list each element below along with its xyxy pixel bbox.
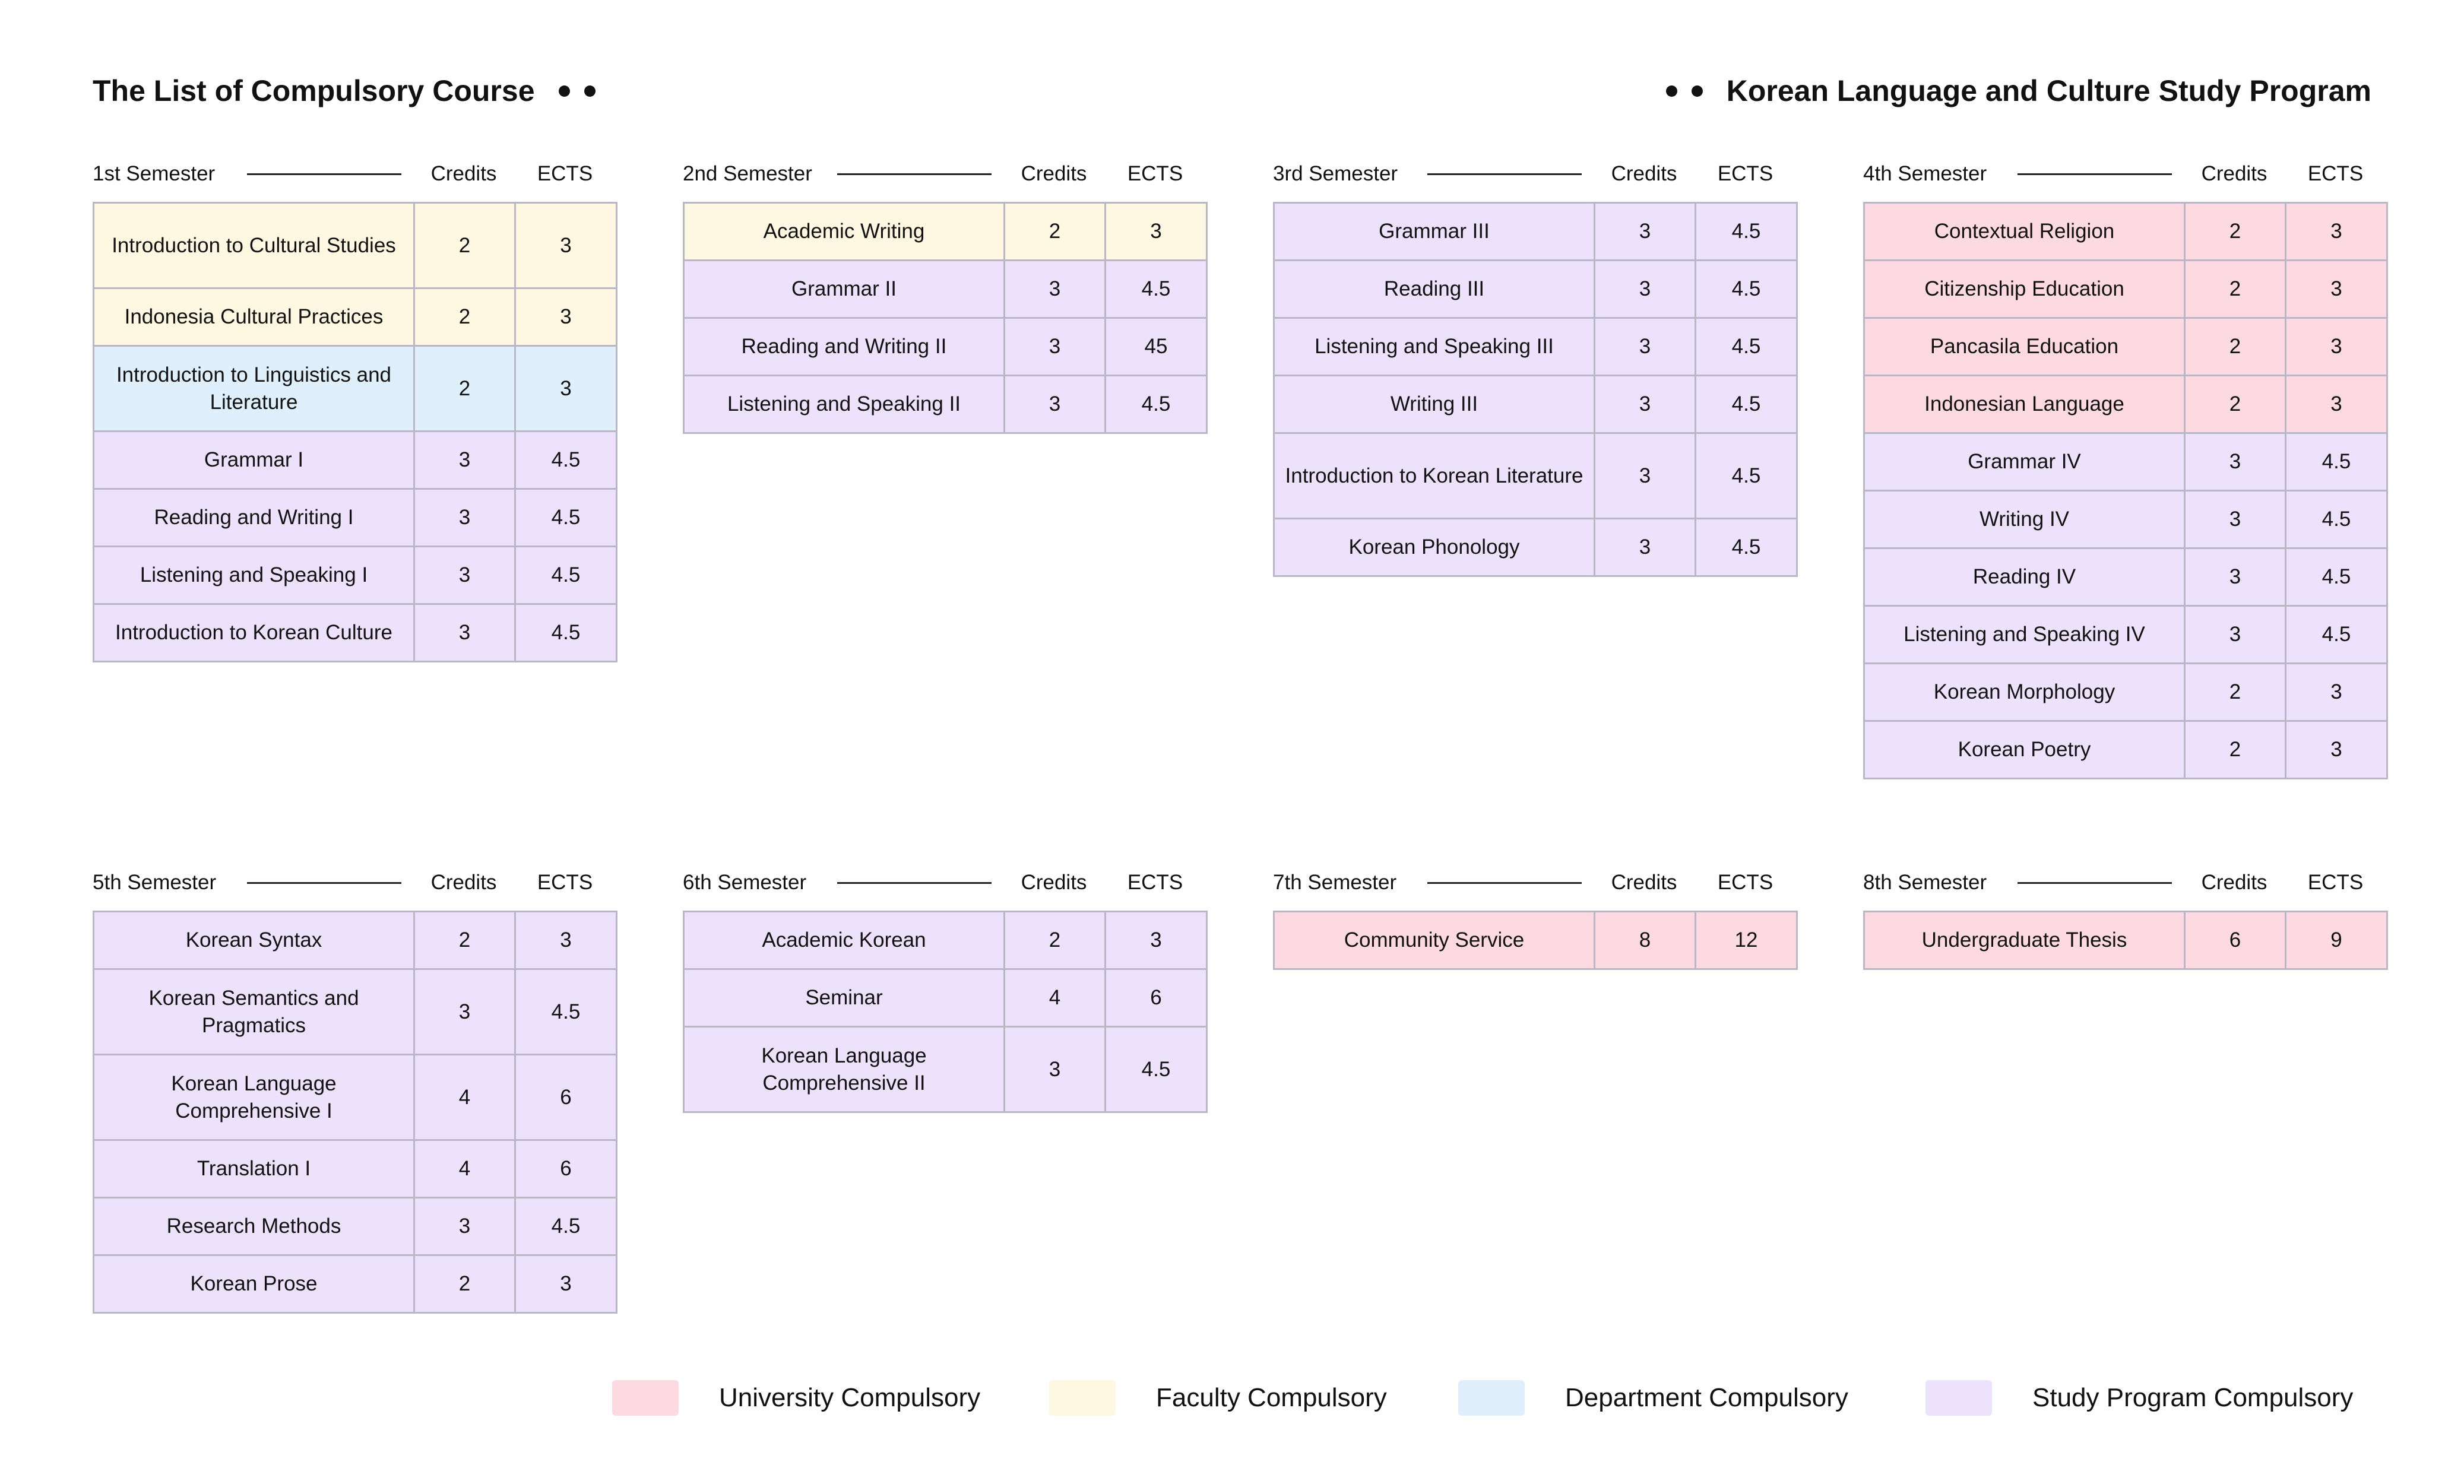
course-credits: 2 bbox=[2185, 203, 2286, 261]
table-row bbox=[1864, 261, 2387, 318]
semester-block bbox=[683, 153, 1206, 434]
course-name: Reading and Writing I bbox=[94, 489, 414, 547]
course-table bbox=[683, 911, 1208, 1113]
page-title bbox=[93, 64, 596, 118]
legend-label: Department Compulsory bbox=[1565, 1383, 1848, 1412]
course-ects: 4.5 bbox=[2286, 606, 2387, 664]
header-divider bbox=[1427, 882, 1582, 884]
table-row bbox=[1274, 203, 1797, 261]
semester-title: 6th Semester bbox=[683, 871, 807, 894]
table-row bbox=[1864, 664, 2387, 721]
course-credits: 2 bbox=[2185, 318, 2286, 376]
course-name: Contextual Religion bbox=[1864, 203, 2185, 261]
course-ects: 3 bbox=[2286, 721, 2387, 779]
course-ects: 4.5 bbox=[1106, 376, 1207, 433]
course-name: Introduction to Korean Culture bbox=[94, 604, 414, 662]
course-ects: 3 bbox=[2286, 664, 2387, 721]
legend-label: Study Program Compulsory bbox=[2032, 1383, 2354, 1412]
course-ects: 4.5 bbox=[1696, 318, 1797, 376]
course-credits: 3 bbox=[1005, 376, 1106, 433]
table-row bbox=[684, 969, 1207, 1027]
course-ects: 3 bbox=[1106, 912, 1207, 969]
table-row bbox=[684, 318, 1207, 376]
course-credits: 4 bbox=[414, 1055, 515, 1140]
course-ects: 4.5 bbox=[1106, 1027, 1207, 1112]
table-row bbox=[1864, 203, 2387, 261]
course-credits: 3 bbox=[1595, 376, 1696, 433]
table-row bbox=[1864, 606, 2387, 664]
legend-item bbox=[612, 1371, 980, 1425]
table-row bbox=[94, 1198, 617, 1255]
course-credits: 3 bbox=[2185, 606, 2286, 664]
course-ects: 6 bbox=[1106, 969, 1207, 1027]
course-credits: 3 bbox=[1005, 318, 1106, 376]
course-credits: 3 bbox=[1595, 519, 1696, 576]
table-row bbox=[1274, 519, 1797, 576]
course-name: Research Methods bbox=[94, 1198, 414, 1255]
course-name: Listening and Speaking I bbox=[94, 547, 414, 604]
course-credits: 3 bbox=[1595, 261, 1696, 318]
legend-item bbox=[1049, 1371, 1387, 1425]
semester-header bbox=[683, 153, 1206, 195]
course-credits: 2 bbox=[2185, 376, 2286, 433]
course-name: Writing III bbox=[1274, 376, 1595, 433]
course-credits: 3 bbox=[414, 489, 515, 547]
course-ects: 3 bbox=[515, 1255, 617, 1313]
semester-title: 4th Semester bbox=[1863, 162, 1987, 185]
course-ects: 4.5 bbox=[1696, 203, 1797, 261]
course-name: Translation I bbox=[94, 1140, 414, 1198]
course-ects: 3 bbox=[515, 912, 617, 969]
table-row bbox=[684, 376, 1207, 433]
course-ects: 4.5 bbox=[1696, 519, 1797, 576]
ects-header: ECTS bbox=[1717, 871, 1773, 894]
course-name: Korean Poetry bbox=[1864, 721, 2185, 779]
legend-swatch bbox=[612, 1380, 679, 1416]
course-ects: 4.5 bbox=[515, 547, 617, 604]
course-ects: 3 bbox=[2286, 318, 2387, 376]
legend-swatch bbox=[1925, 1380, 1992, 1416]
table-row bbox=[94, 489, 617, 547]
semester-block bbox=[1863, 153, 2386, 779]
table-row bbox=[1864, 912, 2387, 969]
table-row bbox=[94, 432, 617, 489]
header-divider bbox=[247, 173, 401, 175]
course-name: Korean Language Comprehensive II bbox=[684, 1027, 1005, 1112]
table-row bbox=[94, 912, 617, 969]
semester-header bbox=[93, 153, 616, 195]
course-name: Writing IV bbox=[1864, 491, 2185, 548]
table-row bbox=[1274, 433, 1797, 519]
table-row bbox=[94, 604, 617, 662]
course-name: Korean Phonology bbox=[1274, 519, 1595, 576]
course-table bbox=[1863, 911, 2388, 970]
semester-header bbox=[1273, 153, 1796, 195]
legend-item bbox=[1925, 1371, 2353, 1425]
ects-header: ECTS bbox=[1127, 162, 1183, 185]
course-ects: 3 bbox=[1106, 203, 1207, 261]
table-row bbox=[1864, 318, 2387, 376]
course-credits: 6 bbox=[2185, 912, 2286, 969]
course-credits: 2 bbox=[414, 288, 515, 346]
course-name: Reading III bbox=[1274, 261, 1595, 318]
credits-header: Credits bbox=[1021, 871, 1087, 894]
course-ects: 4.5 bbox=[2286, 433, 2387, 491]
decorative-dots bbox=[559, 85, 596, 97]
course-credits: 3 bbox=[1595, 203, 1696, 261]
semester-header bbox=[93, 862, 616, 903]
course-ects: 4.5 bbox=[1696, 376, 1797, 433]
legend-swatch bbox=[1049, 1380, 1116, 1416]
ects-header: ECTS bbox=[1717, 162, 1773, 185]
course-name: Seminar bbox=[684, 969, 1005, 1027]
ects-header: ECTS bbox=[537, 162, 593, 185]
table-row bbox=[1864, 376, 2387, 433]
dot-icon bbox=[1666, 85, 1677, 97]
header-divider bbox=[1427, 173, 1582, 175]
header-divider bbox=[2018, 173, 2172, 175]
semester-block bbox=[93, 153, 616, 662]
course-name: Introduction to Linguistics and Literature bbox=[94, 346, 414, 432]
course-table bbox=[1273, 202, 1798, 577]
credits-header: Credits bbox=[1611, 871, 1677, 894]
course-name: Korean Language Comprehensive I bbox=[94, 1055, 414, 1140]
credits-header: Credits bbox=[2201, 162, 2267, 185]
course-name: Indonesian Language bbox=[1864, 376, 2185, 433]
course-credits: 2 bbox=[2185, 721, 2286, 779]
table-row bbox=[1274, 261, 1797, 318]
course-ects: 3 bbox=[515, 346, 617, 432]
course-name: Reading and Writing II bbox=[684, 318, 1005, 376]
course-ects: 4.5 bbox=[515, 1198, 617, 1255]
credits-header: Credits bbox=[1021, 162, 1087, 185]
semester-header bbox=[1273, 862, 1796, 903]
course-table bbox=[93, 202, 617, 662]
course-credits: 3 bbox=[1005, 1027, 1106, 1112]
legend-swatch bbox=[1458, 1380, 1525, 1416]
table-row bbox=[94, 346, 617, 432]
table-row bbox=[94, 547, 617, 604]
course-table bbox=[1273, 911, 1798, 970]
course-name: Korean Morphology bbox=[1864, 664, 2185, 721]
course-credits: 3 bbox=[1595, 318, 1696, 376]
course-ects: 12 bbox=[1696, 912, 1797, 969]
course-name: Academic Korean bbox=[684, 912, 1005, 969]
course-name: Grammar IV bbox=[1864, 433, 2185, 491]
header-divider bbox=[837, 882, 992, 884]
course-credits: 3 bbox=[2185, 433, 2286, 491]
program-title-text: Korean Language and Culture Study Program bbox=[1726, 74, 2371, 107]
legend-item bbox=[1458, 1371, 1848, 1425]
course-name: Reading IV bbox=[1864, 548, 2185, 606]
course-credits: 3 bbox=[414, 969, 515, 1055]
table-row bbox=[684, 1027, 1207, 1112]
course-ects: 4.5 bbox=[515, 604, 617, 662]
course-ects: 3 bbox=[2286, 261, 2387, 318]
program-title bbox=[1666, 64, 2371, 118]
course-credits: 2 bbox=[1005, 203, 1106, 261]
header-divider bbox=[2018, 882, 2172, 884]
course-table bbox=[93, 911, 617, 1314]
semester-block bbox=[1273, 862, 1796, 970]
legend-label: Faculty Compulsory bbox=[1156, 1383, 1387, 1412]
course-ects: 9 bbox=[2286, 912, 2387, 969]
course-credits: 8 bbox=[1595, 912, 1696, 969]
course-name: Citizenship Education bbox=[1864, 261, 2185, 318]
credits-header: Credits bbox=[1611, 162, 1677, 185]
header-divider bbox=[837, 173, 992, 175]
course-credits: 2 bbox=[414, 912, 515, 969]
ects-header: ECTS bbox=[1127, 871, 1183, 894]
course-table bbox=[683, 202, 1208, 434]
course-ects: 4.5 bbox=[2286, 491, 2387, 548]
table-row bbox=[1274, 318, 1797, 376]
course-ects: 4.5 bbox=[1696, 433, 1797, 519]
course-ects: 4.5 bbox=[1696, 261, 1797, 318]
course-name: Indonesia Cultural Practices bbox=[94, 288, 414, 346]
course-credits: 2 bbox=[1005, 912, 1106, 969]
course-credits: 2 bbox=[414, 346, 515, 432]
table-row bbox=[94, 288, 617, 346]
table-row bbox=[1864, 721, 2387, 779]
course-ects: 3 bbox=[2286, 376, 2387, 433]
table-row bbox=[94, 1055, 617, 1140]
course-name: Listening and Speaking IV bbox=[1864, 606, 2185, 664]
course-credits: 2 bbox=[2185, 261, 2286, 318]
decorative-dots bbox=[1666, 85, 1703, 97]
course-credits: 3 bbox=[1005, 261, 1106, 318]
course-credits: 2 bbox=[414, 203, 515, 288]
course-ects: 3 bbox=[515, 288, 617, 346]
table-row bbox=[94, 203, 617, 288]
course-ects: 4.5 bbox=[515, 432, 617, 489]
credits-header: Credits bbox=[430, 871, 497, 894]
credits-header: Credits bbox=[430, 162, 497, 185]
semester-block bbox=[1273, 153, 1796, 577]
course-name: Undergraduate Thesis bbox=[1864, 912, 2185, 969]
course-credits: 3 bbox=[414, 547, 515, 604]
course-table bbox=[1863, 202, 2388, 779]
course-credits: 2 bbox=[414, 1255, 515, 1313]
legend-label: University Compulsory bbox=[719, 1383, 981, 1412]
course-name: Korean Semantics and Pragmatics bbox=[94, 969, 414, 1055]
ects-header: ECTS bbox=[2307, 162, 2364, 185]
semester-title: 7th Semester bbox=[1273, 871, 1397, 894]
ects-header: ECTS bbox=[2307, 871, 2364, 894]
course-ects: 6 bbox=[515, 1055, 617, 1140]
course-credits: 3 bbox=[2185, 548, 2286, 606]
course-name: Korean Prose bbox=[94, 1255, 414, 1313]
course-credits: 3 bbox=[1595, 433, 1696, 519]
table-row bbox=[94, 1140, 617, 1198]
course-ects: 4.5 bbox=[2286, 548, 2387, 606]
course-name: Grammar III bbox=[1274, 203, 1595, 261]
course-ects: 45 bbox=[1106, 318, 1207, 376]
dot-icon bbox=[1692, 85, 1703, 97]
course-ects: 4.5 bbox=[515, 969, 617, 1055]
semester-block bbox=[1863, 862, 2386, 970]
table-row bbox=[1864, 491, 2387, 548]
semester-title: 8th Semester bbox=[1863, 871, 1987, 894]
semester-header bbox=[683, 862, 1206, 903]
course-name: Listening and Speaking III bbox=[1274, 318, 1595, 376]
course-name: Pancasila Education bbox=[1864, 318, 2185, 376]
table-row bbox=[1274, 376, 1797, 433]
course-name: Community Service bbox=[1274, 912, 1595, 969]
semester-title: 3rd Semester bbox=[1273, 162, 1398, 185]
credits-header: Credits bbox=[2201, 871, 2267, 894]
table-row bbox=[1864, 433, 2387, 491]
course-credits: 4 bbox=[1005, 969, 1106, 1027]
semester-title: 2nd Semester bbox=[683, 162, 812, 185]
semester-header bbox=[1863, 153, 2386, 195]
course-name: Introduction to Korean Literature bbox=[1274, 433, 1595, 519]
course-ects: 3 bbox=[515, 203, 617, 288]
semester-block bbox=[683, 862, 1206, 1113]
semester-title: 1st Semester bbox=[93, 162, 216, 185]
course-ects: 4.5 bbox=[1106, 261, 1207, 318]
course-ects: 3 bbox=[2286, 203, 2387, 261]
table-row bbox=[94, 969, 617, 1055]
course-credits: 3 bbox=[2185, 491, 2286, 548]
course-name: Academic Writing bbox=[684, 203, 1005, 261]
semester-block bbox=[93, 862, 616, 1314]
course-name: Grammar I bbox=[94, 432, 414, 489]
course-ects: 4.5 bbox=[515, 489, 617, 547]
course-credits: 3 bbox=[414, 604, 515, 662]
table-row bbox=[684, 203, 1207, 261]
course-ects: 6 bbox=[515, 1140, 617, 1198]
course-credits: 2 bbox=[2185, 664, 2286, 721]
course-name: Grammar II bbox=[684, 261, 1005, 318]
page-title-text: The List of Compulsory Course bbox=[93, 74, 535, 107]
course-credits: 4 bbox=[414, 1140, 515, 1198]
course-credits: 3 bbox=[414, 1198, 515, 1255]
table-row bbox=[1864, 548, 2387, 606]
course-credits: 3 bbox=[414, 432, 515, 489]
ects-header: ECTS bbox=[537, 871, 593, 894]
table-row bbox=[684, 261, 1207, 318]
table-row bbox=[684, 912, 1207, 969]
course-name: Korean Syntax bbox=[94, 912, 414, 969]
table-row bbox=[1274, 912, 1797, 969]
dot-icon bbox=[559, 85, 570, 97]
dot-icon bbox=[584, 85, 596, 97]
semester-title: 5th Semester bbox=[93, 871, 217, 894]
semester-header bbox=[1863, 862, 2386, 903]
course-name: Introduction to Cultural Studies bbox=[94, 203, 414, 288]
table-row bbox=[94, 1255, 617, 1313]
course-name: Listening and Speaking II bbox=[684, 376, 1005, 433]
header-divider bbox=[247, 882, 401, 884]
